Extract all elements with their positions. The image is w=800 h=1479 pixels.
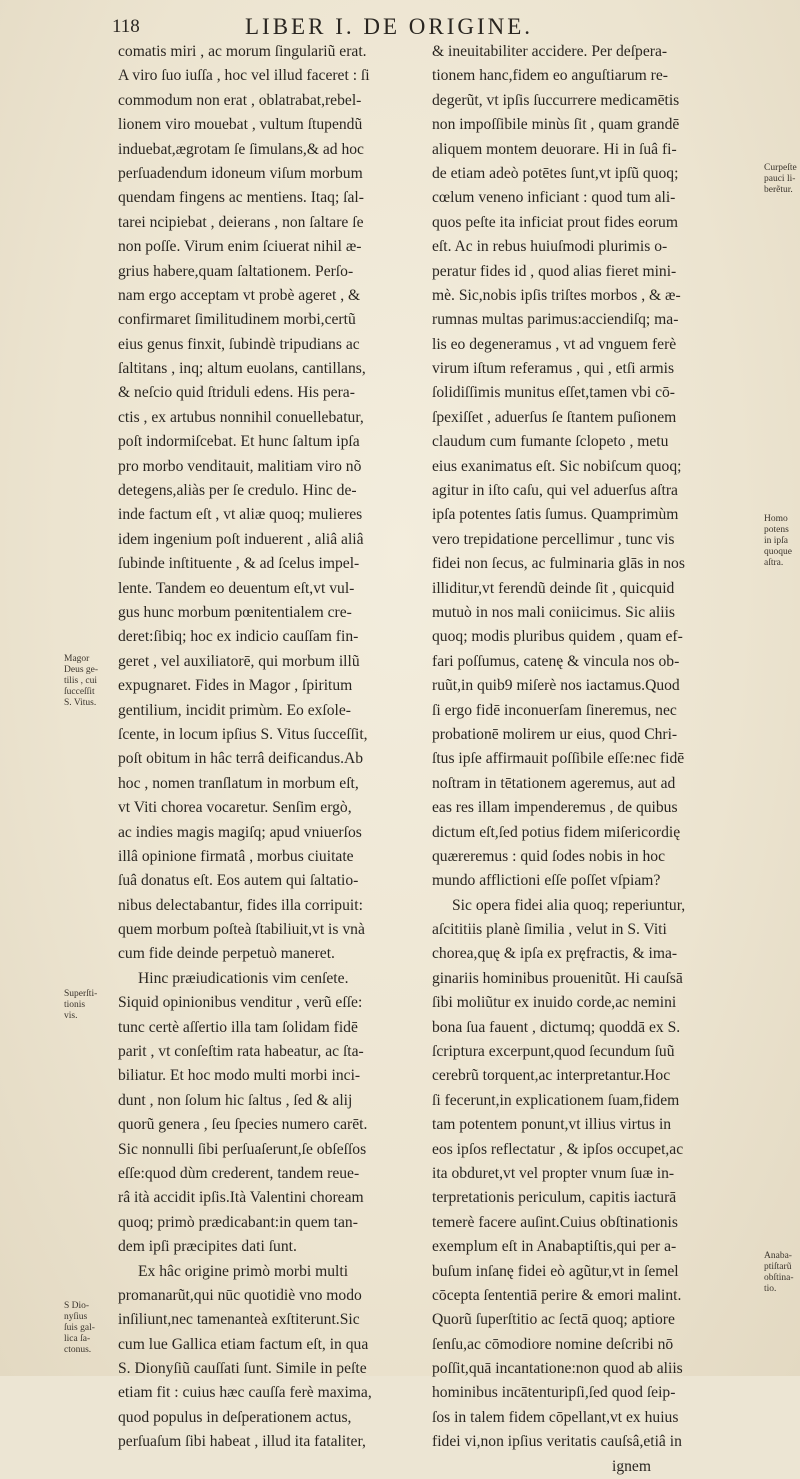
text-line: exemplum eſt in Anabaptiſtis,qui per a- <box>432 1238 677 1256</box>
text-line: inſiliunt,nec tamenanteà exſtiterunt.Sic <box>118 1311 360 1329</box>
text-line: peratur fides id , quod alias fieret mini- <box>432 262 677 280</box>
text-line: quorũ genera , ſeu ſpecies numero carēt. <box>118 1116 368 1134</box>
text-line: pro morbo venditauit, malitiam viro nõ <box>118 457 362 475</box>
text-line: tunc certè aſſertio illa tam ſolidam fidē <box>118 1018 358 1036</box>
text-line: Sic nonnulli ſibi perſuaſerunt,ſe obſeſſos <box>118 1140 367 1158</box>
margin-note-line: quoque <box>764 547 792 557</box>
text-line: eſſe:quod dùm crederent, tandem reue- <box>118 1164 360 1182</box>
text-line: & ineuitabiliter accidere. Per deſpera- <box>432 43 668 60</box>
margin-note-line: S Dio- <box>64 1301 90 1311</box>
text-line: hominibus incātenturipſi,ſed quod ſeip- <box>432 1384 676 1402</box>
text-line: illâ opinione firmatâ , morbus ciuitate <box>118 847 354 865</box>
text-line: Hinc præiudicationis vim cenſete. <box>138 969 349 987</box>
text-line: eas res illam impenderemus , de quibus <box>432 799 678 817</box>
text-line: idem ingenium poſt induerent , aliâ aliâ <box>118 530 364 548</box>
page-number: 118 <box>112 16 140 37</box>
text-line: eſt. Ac in rebus huiuſmodi plurimis o- <box>432 238 668 256</box>
text-line: fari poſſumus, catenę & vincula nos ob- <box>432 652 680 670</box>
text-line: promanarũt,qui nūc quotidiè vno modo <box>118 1286 362 1304</box>
text-line: eos ipſos reflectatur , & ipſos occupet,ac <box>432 1140 684 1158</box>
text-line: probationē molirem ur eius, quod Chri- <box>432 725 678 743</box>
margin-note-line: obſtina- <box>764 1273 794 1283</box>
margin-note-line: Deus ge- <box>64 665 99 675</box>
margin-note-line: aſtra. <box>764 558 784 568</box>
text-line: Siquid opinionibus venditur , verũ eſſe: <box>118 994 363 1012</box>
text-line: degerũt, vt ipſis ſuccurrere medicamētis <box>432 91 680 109</box>
text-line: virum iſtum referamus , qui , etſi armis <box>432 360 675 378</box>
text-line: nibus delectabantur, fides illa corripuit: <box>118 896 363 914</box>
text-line: poſt obitum in hâc terrâ deificandus.Ab <box>118 750 364 768</box>
margin-note-line: Superſti- <box>64 989 98 999</box>
catchword: ignem <box>612 1457 651 1475</box>
text-line: confirmaret ſimilitudinem morbi,certũ <box>118 311 356 329</box>
text-line: gentilium, incidit primùm. Eo exſole- <box>118 701 352 719</box>
text-line: vero trepidatione percellimur , tunc vis <box>432 530 675 548</box>
text-line: ſos in talem fidem cōpellant,vt ex huius <box>432 1408 679 1426</box>
margin-note-line: ſucceſſit <box>64 687 95 697</box>
text-line: quæreremus : quid ſodes nobis in hoc <box>432 847 666 865</box>
text-line: terpretationis periculum, capitis iacturā <box>432 1189 677 1207</box>
text-line: chorea,quę & ipſa ex pręfractis, & ima- <box>432 945 678 963</box>
text-line: Quorũ ſuperſtitio ac ſectā quoq; aptiore <box>432 1311 675 1329</box>
margin-note-line: ctonus. <box>64 1345 92 1355</box>
margin-note-line: berẽtur. <box>764 185 793 195</box>
text-line: A viro ſuo iuſſa , hoc vel illud faceret : ſi <box>118 67 370 85</box>
margin-note-dionysius <box>64 1301 112 1356</box>
text-line: detegens,aliàs per ſe credulo. Hinc de- <box>118 482 357 500</box>
text-line: râ ità accidit ipſis.Ità Valentini choream <box>118 1189 364 1207</box>
text-line: ſtus ipſe affirmauit poſſibile eſſe:nec fidē <box>432 750 685 768</box>
text-line: ſi ergo fidē inconuerſam ſineremus, nec <box>432 701 677 719</box>
text-line: gus hunc morbum pœnitentialem cre- <box>118 603 352 621</box>
margin-note-homo-potens <box>764 514 800 569</box>
text-line: mè. Sic,nobis ipſis triſtes morbos , & æ- <box>432 286 681 304</box>
text-line: tarei ncipiebat , deierans , non ſaltare ſe <box>118 213 364 231</box>
margin-note-line: Magor <box>64 654 90 664</box>
text-line: claudum cum fumante ſclopeto , metu <box>432 433 669 451</box>
text-line: comatis miri , ac morum ſingulariũ erat. <box>118 43 367 60</box>
margin-note-line: Anaba- <box>764 1251 792 1261</box>
text-line: ſcriptura excerpunt,quod ſecundum ſuũ <box>432 1043 675 1061</box>
margin-note-line: vis. <box>64 1011 78 1021</box>
text-line: ſolidiſſimis munitus eſſet,tamen vbi cō- <box>432 384 675 402</box>
running-head: LIBER I. DE ORIGINE. <box>245 14 534 39</box>
text-line: agitur in iſto caſu, qui vel aduerſus aſtra <box>432 482 678 500</box>
margin-note-line: Curpeſte <box>764 163 797 173</box>
text-line: cōcepta ſententiā perire & emori malint. <box>432 1286 682 1304</box>
right-text-column <box>432 40 762 1479</box>
text-line: ſubinde inſtituente , & ad ſcelus impel- <box>118 555 360 573</box>
text-line: & neſcio quid ſtriduli edens. His pera- <box>118 384 355 402</box>
text-line: induebat,ægrotam ſe ſimulans,& ad hoc <box>118 140 364 158</box>
text-line: cœlum veneno inficiant : quod tum ali- <box>432 189 676 207</box>
text-line: ita obduret,vt vel propter vnum ſuæ in- <box>432 1164 675 1182</box>
margin-note-line: ptiſtarũ <box>764 1262 792 1272</box>
text-line: bona ſua fauent , dictumq; quoddā ex S. <box>432 1018 681 1036</box>
text-line: quoq; primò prædicabant:in quem tan- <box>118 1213 358 1231</box>
text-line: ſaltitans , inq; altum euolans, cantillans, <box>118 360 366 378</box>
text-line: noſtram in tētationem ageremus, aut ad <box>432 774 676 792</box>
text-line: quendam fingens ac mentiens. Itaq; ſal- <box>118 189 364 207</box>
text-line: geret , vel auxiliatorē, qui morbum illũ <box>118 652 360 670</box>
text-line: tionem hanc,fidem eo anguſtiarum re- <box>432 67 668 85</box>
text-line: deret:ſibiq; hoc ex indicio cauſſam fin- <box>118 628 359 646</box>
text-line: poſt indormiſcebat. Et hunc ſaltum ipſa <box>118 433 360 451</box>
text-line: expugnaret. Fides in Magor , ſpiritum <box>118 677 353 695</box>
text-line: de etiam adeò potētes ſunt,vt ipſũ quoq; <box>432 164 679 182</box>
margin-note-line: tionis <box>64 1000 86 1010</box>
text-line: ſpexiſſet , aduerſus ſe ſtantem puſionem <box>432 408 677 426</box>
text-line: ctis , ex artubus nonnihil conuellebatur, <box>118 408 364 426</box>
text-line: parit , vt conſeſtim rata habeatur, ac ſta- <box>118 1043 364 1061</box>
margin-note-line: in ipſa <box>764 536 789 546</box>
text-line: lente. Tandem eo deuentum eſt,vt vul- <box>118 579 355 597</box>
text-line: fidei non ſecus, ac fulminaria glās in nos <box>432 555 685 573</box>
text-line: fidei vi,non ipſius veritatis cauſsâ,etiâ in <box>432 1433 682 1451</box>
text-line: ac indies magis magiſq; apud vniuerſos <box>118 823 362 841</box>
text-line: ſuâ donatus eſt. Eos autem qui ſaltatio- <box>118 872 359 890</box>
text-line: ſenſu,ac cōmodiore nomine deſcribi nō <box>432 1335 674 1353</box>
text-line: eius genus finxit, ſubindè tripudians ac <box>118 335 360 353</box>
margin-note-line: tilis , cui <box>64 676 97 686</box>
text-line: temerè facere auſint.Cuius obſtinationis <box>432 1213 678 1231</box>
margin-note-line: lica ſa- <box>64 1334 91 1344</box>
text-line: ſibi moliũtur ex inuido corde,ac nemini <box>432 994 677 1012</box>
text-line: inde factum eſt , vt aliæ quoq; mulieres <box>118 506 363 524</box>
margin-note-line: nyſius <box>64 1312 88 1322</box>
text-line: dictum eſt,ſed potius fidem miſericordię <box>432 823 681 841</box>
text-line: Sic opera fidei alia quoq; reperiuntur, <box>452 896 686 914</box>
text-line: S. Dionyſiũ cauſſati ſunt. Simile in peſte <box>118 1360 367 1378</box>
text-line: cum lue Gallica etiam factum eſt, in qua <box>118 1335 369 1353</box>
margin-note-line: Homo <box>764 514 788 524</box>
margin-note-line: ſuis gal- <box>64 1323 95 1333</box>
text-line: cerebrũ torquent,ac interpretantur.Hoc <box>432 1067 671 1085</box>
margin-note-line: potens <box>764 525 789 535</box>
text-line: Ex hâc origine primò morbi multi <box>138 1262 349 1280</box>
margin-note-anabaptists <box>764 1251 800 1295</box>
text-line: lis eo degeneramus , vt ad vnguem ferè <box>432 335 677 353</box>
text-line: quoq; modis pluribus quidem , quam ef- <box>432 628 683 646</box>
margin-note-line: S. Vitus. <box>64 698 97 708</box>
margin-note-line: pauci li- <box>764 174 796 184</box>
text-line: ſi fecerunt,in explicationem ſuam,fidem <box>432 1091 680 1109</box>
left-text-column <box>118 40 448 1455</box>
text-line: hoc , nomen tranſlatum in morbum eſt, <box>118 774 359 792</box>
text-line: quod populus in deſperationem actus, <box>118 1408 352 1426</box>
text-line: grius habere,quam ſaltationem. Perſo- <box>118 262 354 280</box>
text-line: aſcititiis planè ſimilia , velut in S. Viti <box>432 921 667 939</box>
text-line: perſuaſum ſibi habeat , illud ita fataliter, <box>118 1433 366 1451</box>
text-line: ipſa potentes ſatis ſumus. Quamprimùm <box>432 506 679 524</box>
text-line: mundo afflictioni eſſe poſſet vſpiam? <box>432 872 661 890</box>
text-line: quos peſte ita inficiat prout fides eorum <box>432 213 678 231</box>
text-line: etiam fit : cuius hæc cauſſa ferè maxima, <box>118 1384 372 1402</box>
margin-note-magor <box>64 654 112 709</box>
text-line: tam potentem ponunt,vt illius virtus in <box>432 1116 672 1134</box>
text-line: ruũt,in quib9 miſerè nos iactamus.Quod <box>432 677 680 695</box>
text-line: non poſſe. Virum enim ſciuerat nihil æ- <box>118 238 362 256</box>
text-line: ginariis hominibus prouenitũt. Hi cauſsā <box>432 969 683 987</box>
text-line: non impoſſibile minùs ſit , quam grandē <box>432 116 680 134</box>
text-line: poſſit,quā incantatione:non quod ab aliis <box>432 1360 683 1378</box>
text-line: buſum inſanę fidei eò agũtur,vt in ſemel <box>432 1262 679 1280</box>
text-line: dunt , non ſolum hic ſaltus , ſed & alij <box>118 1091 353 1109</box>
margin-note-superstition <box>64 989 112 1022</box>
text-line: dem ipſi præcipites dati ſunt. <box>118 1238 297 1256</box>
text-line: ſcente, in locum ipſius S. Vitus ſucceſſit, <box>118 725 368 743</box>
text-line: commodum non erat , oblatrabat,rebel- <box>118 91 362 109</box>
text-line: biliatur. Et hoc modo multi morbi inci- <box>118 1067 361 1085</box>
text-line: eius exanimatus eſt. Sic nobiſcum quoq; <box>432 457 682 475</box>
text-line: cum fide deinde perpetuò maneret. <box>118 945 335 963</box>
text-line: mutuò in nos mali coniicimus. Sic aliis <box>432 603 675 621</box>
text-line: aliquem montem deuorare. Hi in ſuâ fi- <box>432 140 677 158</box>
text-line: illiditur,vt ferendũ deinde ſit , quicquid <box>432 579 675 597</box>
margin-note-line: tio. <box>764 1284 777 1294</box>
text-line: rumnas multas parimus:acciendiſq; ma- <box>432 311 679 329</box>
margin-note-plague <box>764 163 800 196</box>
text-line: perſuadendum idoneum viſum morbum <box>118 164 363 182</box>
text-line: vt Viti chorea vocaretur. Senſim ergò, <box>118 799 352 817</box>
text-line: lionem viro mouebat , vultum ſtupendũ <box>118 116 363 134</box>
text-line: quem morbum poſteà ſtabiliuit,vt is vnà <box>118 921 365 939</box>
text-line: nam ergo acceptam vt probè ageret , & <box>118 286 361 304</box>
